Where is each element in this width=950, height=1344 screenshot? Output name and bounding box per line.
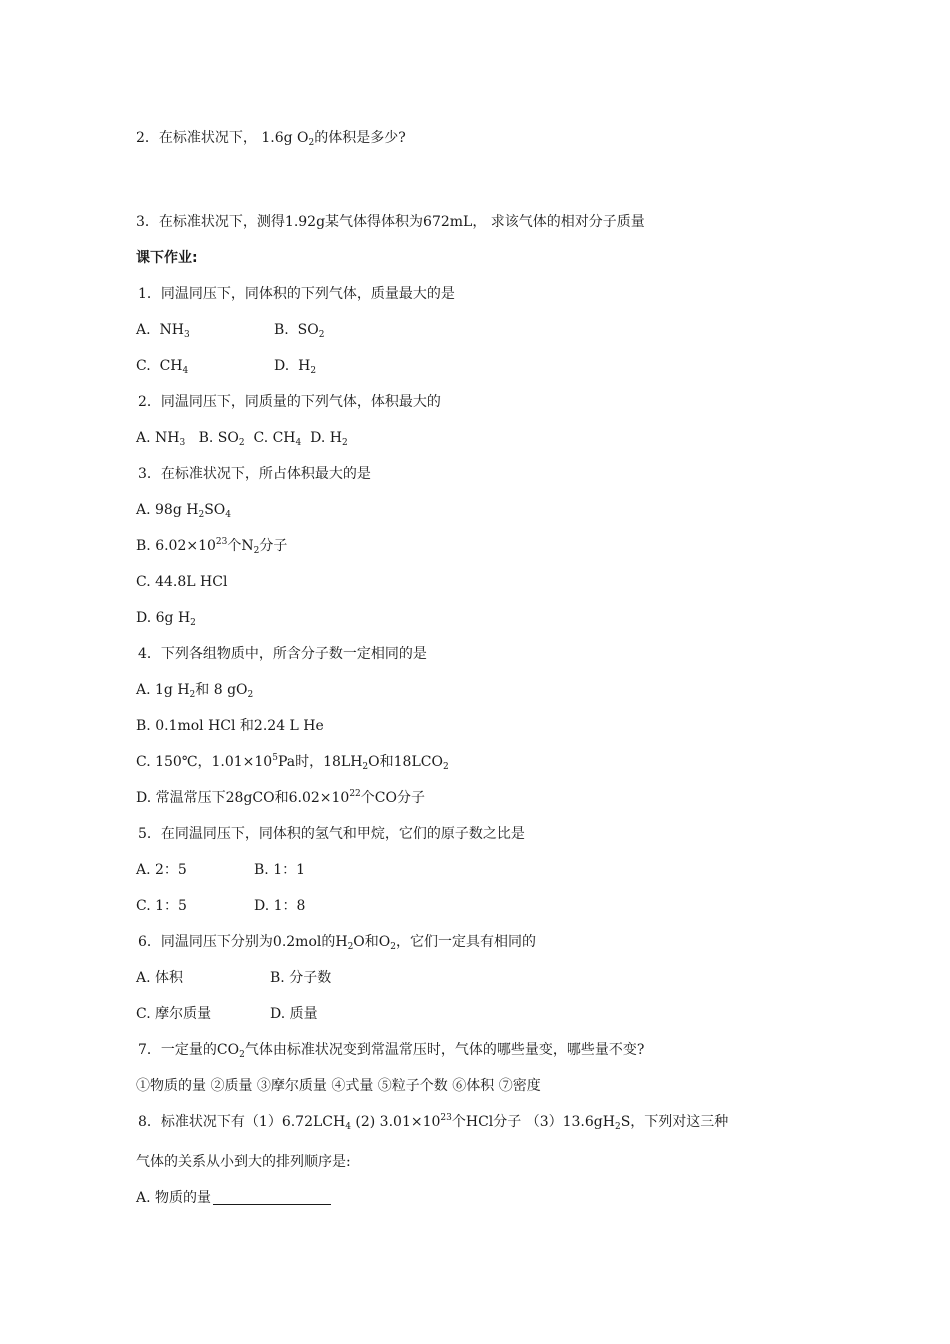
option-b: B. 分子数 bbox=[270, 970, 332, 986]
superscript: 5 bbox=[272, 753, 278, 763]
option-text: D. 6g H bbox=[136, 610, 191, 626]
option-text: D. 常温常压下28gCO和6.02×10 bbox=[136, 790, 350, 806]
option-text: B. SO bbox=[198, 430, 239, 446]
stem-text: (2) 3.01×10 bbox=[350, 1114, 441, 1130]
option-text: C. CH bbox=[253, 430, 296, 446]
stem-text: S，下列对这三种 bbox=[620, 1114, 729, 1130]
option-label: C. bbox=[136, 358, 151, 374]
homework-heading: 课下作业: bbox=[136, 250, 198, 266]
hw-q2-options bbox=[136, 428, 348, 448]
option-d bbox=[310, 430, 348, 446]
subscript: 4 bbox=[225, 510, 231, 520]
option-b: B. 1：1 bbox=[254, 862, 306, 878]
hw-q4-option-d bbox=[136, 788, 425, 808]
subscript: 2 bbox=[318, 330, 325, 340]
hw-q4-stem: 4．下列各组物质中，所含分子数一定相同的是 bbox=[138, 646, 427, 662]
option-text: A. 1g H bbox=[136, 682, 190, 698]
option-b bbox=[274, 320, 324, 340]
option-text: O和18LCO bbox=[368, 754, 443, 770]
subscript: 2 bbox=[390, 942, 396, 952]
question-2-text-end: 的体积是多少? bbox=[314, 130, 406, 146]
option-text: B. 6.02×10 bbox=[136, 538, 216, 554]
hw-q3-option-a bbox=[136, 500, 231, 520]
option-c: C. 1：5 bbox=[136, 898, 187, 914]
subscript: 4 bbox=[295, 438, 302, 448]
option-text: SO bbox=[204, 502, 226, 518]
subscript: 2 bbox=[442, 762, 449, 772]
hw-q1-stem: 1．同温同压下，同体积的下列气体，质量最大的是 bbox=[138, 286, 455, 302]
subscript: 2 bbox=[310, 366, 317, 376]
hw-q5-options-row1 bbox=[136, 860, 305, 880]
subscript: 2 bbox=[347, 942, 354, 952]
option-text: Pa时，18LH bbox=[277, 754, 363, 770]
hw-q5-options-row2 bbox=[136, 896, 305, 916]
subscript: 4 bbox=[182, 366, 189, 376]
hw-q4-option-a bbox=[136, 680, 253, 700]
hw-q8-stem bbox=[138, 1112, 728, 1132]
question-2-text: 2．在标准状况下， 1.6g O bbox=[136, 130, 309, 146]
option-text: 个N bbox=[227, 538, 254, 554]
option-text: A. 物质的量 bbox=[136, 1190, 212, 1206]
subscript: 4 bbox=[345, 1122, 351, 1132]
subscript: 2 bbox=[253, 546, 260, 556]
question-3: 3．在标准状况下，测得1.92g某气体得体积为672mL， 求该气体的相对分子质量 bbox=[136, 214, 645, 230]
option-text: 和 8 gO bbox=[195, 682, 248, 698]
subscript: 2 bbox=[190, 618, 196, 628]
subscript: 2 bbox=[189, 690, 196, 700]
subscript: 3 bbox=[183, 330, 190, 340]
hw-q6-options-row2 bbox=[136, 1004, 318, 1024]
option-label: B. bbox=[274, 322, 289, 338]
subscript: 2 bbox=[247, 690, 254, 700]
hw-q3-option-d bbox=[136, 608, 196, 628]
option-text: D. H bbox=[310, 430, 343, 446]
hw-q4-option-b: B. 0.1mol HCl 和2.24 L He bbox=[136, 718, 324, 734]
option-label: D. bbox=[274, 358, 290, 374]
option-text: C. 150℃，1.01×10 bbox=[136, 754, 273, 770]
stem-text: 8．标准状况下有（1）6.72LCH bbox=[138, 1114, 346, 1130]
answer-blank[interactable] bbox=[213, 1190, 331, 1205]
option-d: D. 1：8 bbox=[254, 898, 306, 914]
hw-q6-options-row1 bbox=[136, 968, 331, 988]
option-a bbox=[136, 320, 274, 340]
option-text: CH bbox=[159, 358, 183, 374]
question-2 bbox=[136, 128, 406, 148]
hw-q3-option-c: C. 44.8L HCl bbox=[136, 574, 228, 590]
option-text: SO bbox=[297, 322, 319, 338]
superscript: 23 bbox=[440, 1113, 452, 1123]
option-label: A. bbox=[136, 322, 151, 338]
stem-text: O和O bbox=[353, 934, 391, 950]
hw-q3-option-b bbox=[136, 536, 287, 556]
option-a: A. 2：5 bbox=[136, 862, 187, 878]
hw-q7-stem bbox=[138, 1040, 644, 1060]
option-c: C. 摩尔质量 bbox=[136, 1006, 212, 1022]
hw-q3-stem: 3．在标准状况下，所占体积最大的是 bbox=[138, 466, 371, 482]
option-text: H bbox=[298, 358, 311, 374]
stem-text: 气体由标准状况变到常温常压时，气体的哪些量变，哪些量不变? bbox=[244, 1042, 645, 1058]
hw-q7-options: ①物质的量 ②质量 ③摩尔质量 ④式量 ⑤粒子个数 ⑥体积 ⑦密度 bbox=[136, 1078, 541, 1094]
option-a: A. 体积 bbox=[136, 970, 184, 986]
superscript: 22 bbox=[349, 789, 361, 799]
option-b bbox=[199, 430, 245, 446]
option-text: A. 98g H bbox=[136, 502, 199, 518]
hw-q1-options-row1 bbox=[136, 320, 324, 340]
subscript: 2 bbox=[308, 138, 315, 148]
hw-q8-option-a bbox=[136, 1188, 331, 1208]
stem-text: 个HCl分子 （3）13.6gH bbox=[451, 1114, 615, 1130]
option-text: 个CO分子 bbox=[360, 790, 425, 806]
subscript: 2 bbox=[198, 510, 205, 520]
subscript: 2 bbox=[238, 438, 245, 448]
option-text: NH bbox=[159, 322, 184, 338]
subscript: 2 bbox=[614, 1122, 621, 1132]
stem-text: 6．同温同压下分别为0.2mol的H bbox=[138, 934, 348, 950]
hw-q8-stem-continued: 气体的关系从小到大的排列顺序是: bbox=[136, 1154, 351, 1170]
subscript: 2 bbox=[342, 438, 348, 448]
stem-text: 7．一定量的CO bbox=[138, 1042, 240, 1058]
hw-q2-stem: 2．同温同压下，同质量的下列气体，体积最大的 bbox=[138, 394, 441, 410]
hw-q4-option-c bbox=[136, 752, 449, 772]
subscript: 3 bbox=[179, 438, 186, 448]
option-c bbox=[253, 430, 301, 446]
superscript: 23 bbox=[215, 537, 228, 547]
subscript: 2 bbox=[239, 1050, 245, 1060]
option-text: A. NH bbox=[136, 430, 180, 446]
option-text: 分子 bbox=[259, 538, 288, 554]
option-d: D. 质量 bbox=[270, 1006, 318, 1022]
hw-q6-stem bbox=[138, 932, 536, 952]
option-a bbox=[136, 430, 185, 446]
hw-q5-stem: 5．在同温同压下，同体积的氢气和甲烷，它们的原子数之比是 bbox=[138, 826, 525, 842]
option-c bbox=[136, 356, 274, 376]
hw-q1-options-row2 bbox=[136, 356, 316, 376]
subscript: 2 bbox=[362, 762, 369, 772]
option-d bbox=[274, 356, 316, 376]
stem-text: ，它们一定具有相同的 bbox=[396, 934, 536, 950]
